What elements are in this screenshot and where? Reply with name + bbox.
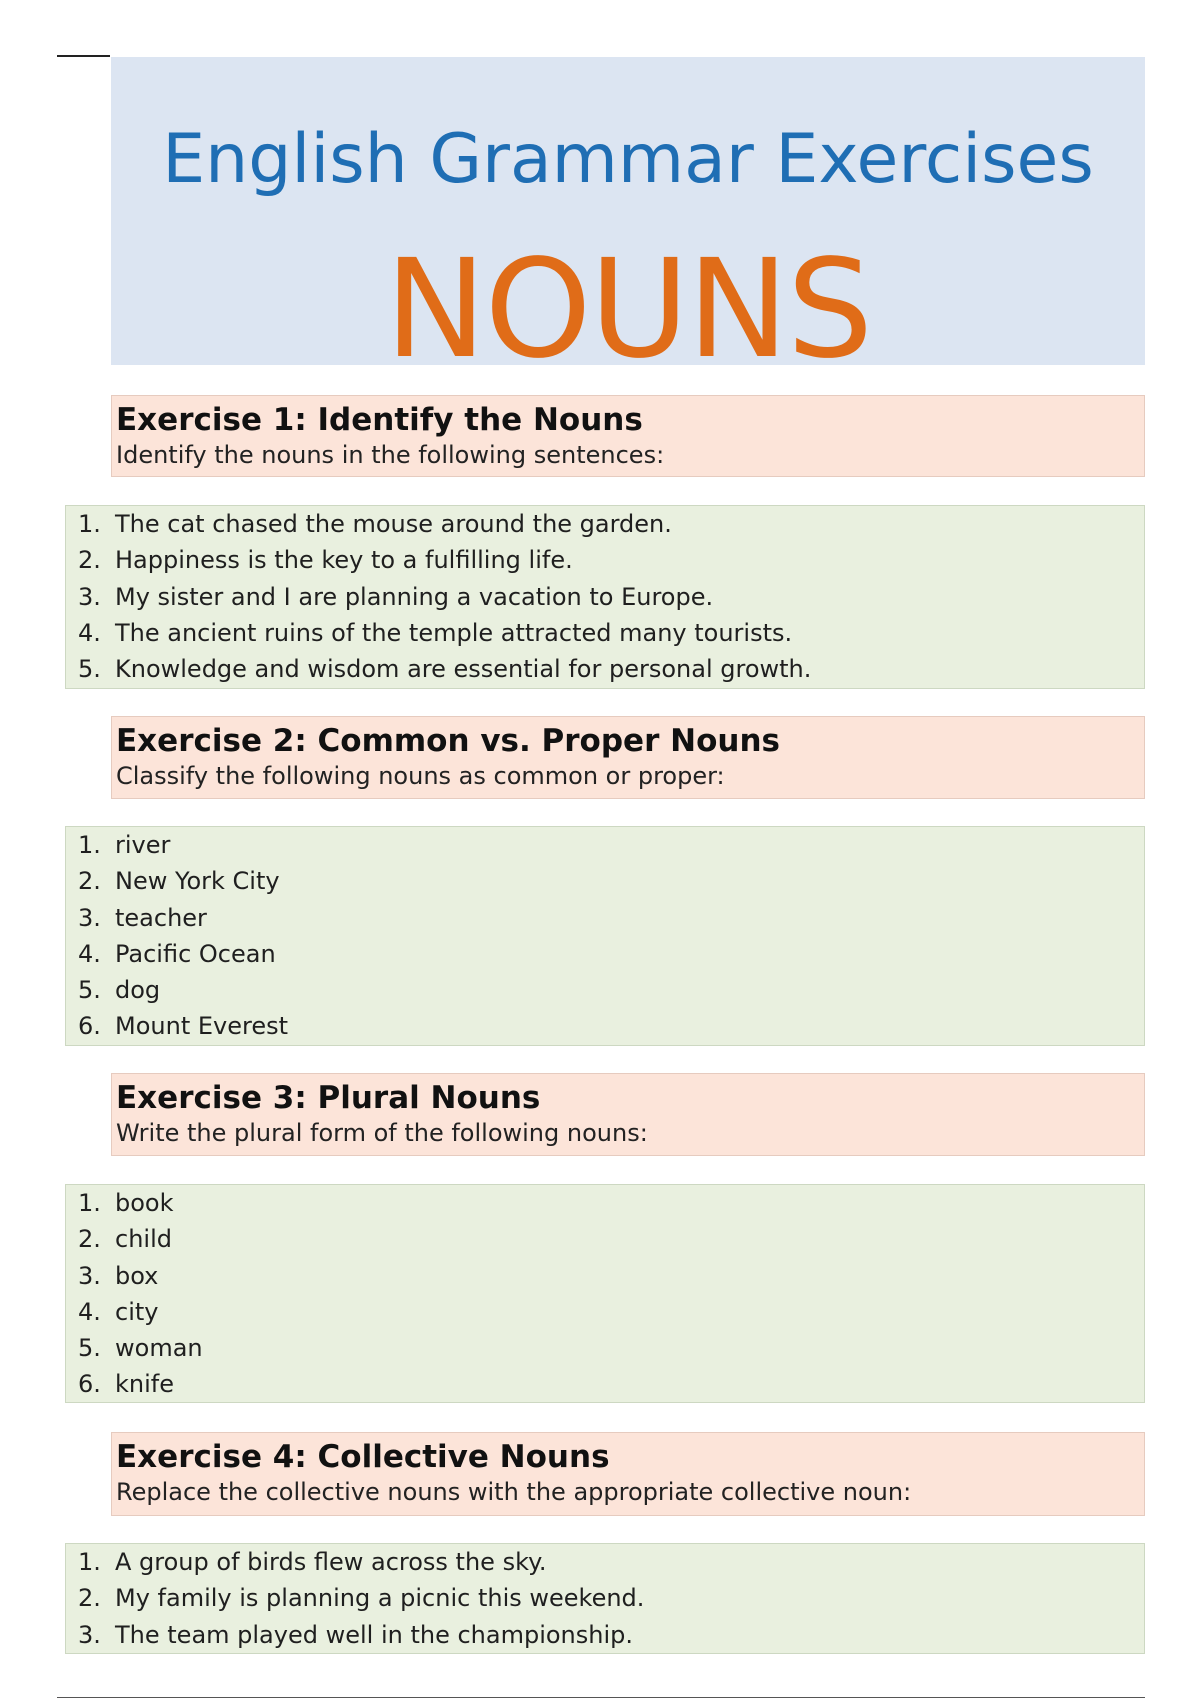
item-number: 5. bbox=[78, 655, 101, 684]
item-number: 4. bbox=[78, 939, 101, 968]
list-item bbox=[66, 1330, 1144, 1366]
item-number: 4. bbox=[78, 1297, 101, 1326]
item-number: 2. bbox=[78, 1584, 101, 1613]
item-text: My family is planning a picnic this weekend. bbox=[115, 1584, 645, 1613]
exercise-title: Exercise 1: Identify the Nouns bbox=[116, 402, 643, 438]
exercise-instruction: Classify the following nouns as common or proper: bbox=[116, 762, 725, 790]
exercise-3-list bbox=[65, 1184, 1145, 1403]
exercise-2-header bbox=[111, 716, 1145, 799]
list-item bbox=[66, 1258, 1144, 1294]
list-item bbox=[66, 972, 1144, 1008]
item-text: child bbox=[115, 1225, 172, 1254]
item-number: 1. bbox=[78, 1189, 101, 1217]
exercise-1-list bbox=[65, 505, 1145, 689]
item-number: 3. bbox=[78, 903, 101, 932]
item-number: 5. bbox=[78, 1334, 101, 1363]
item-number: 1. bbox=[78, 510, 101, 538]
item-text: knife bbox=[115, 1370, 174, 1399]
item-text: river bbox=[115, 831, 171, 859]
exercise-title: Exercise 4: Collective Nouns bbox=[116, 1439, 610, 1475]
list-item bbox=[66, 936, 1144, 972]
list-item bbox=[66, 1221, 1144, 1257]
exercise-2-list bbox=[65, 826, 1145, 1046]
list-item bbox=[66, 1544, 1144, 1580]
exercise-instruction: Replace the collective nouns with the appropriate collective noun: bbox=[116, 1478, 912, 1506]
item-text: city bbox=[115, 1297, 159, 1326]
item-text: dog bbox=[115, 976, 161, 1005]
item-number: 3. bbox=[78, 1261, 101, 1290]
item-number: 2. bbox=[78, 546, 101, 575]
list-item bbox=[66, 1185, 1144, 1221]
list-item bbox=[66, 579, 1144, 615]
item-text: Mount Everest bbox=[115, 1012, 289, 1041]
list-item bbox=[66, 827, 1144, 863]
item-text: Pacific Ocean bbox=[115, 939, 276, 968]
exercise-1-header bbox=[111, 395, 1145, 477]
list-item bbox=[66, 1617, 1144, 1653]
item-text: Happiness is the key to a fulfilling life. bbox=[115, 546, 573, 575]
exercise-3-header bbox=[111, 1073, 1145, 1156]
item-number: 3. bbox=[78, 1620, 101, 1649]
list-item bbox=[66, 542, 1144, 578]
item-text: woman bbox=[115, 1334, 203, 1363]
item-number: 5. bbox=[78, 976, 101, 1005]
list-item bbox=[66, 863, 1144, 899]
list-item bbox=[66, 900, 1144, 936]
list-item bbox=[66, 1366, 1144, 1402]
item-text: New York City bbox=[115, 867, 280, 896]
item-text: book bbox=[115, 1189, 174, 1217]
item-number: 6. bbox=[78, 1370, 101, 1399]
item-number: 1. bbox=[78, 1548, 101, 1576]
item-text: Knowledge and wisdom are essential for personal growth. bbox=[115, 655, 812, 684]
item-number: 4. bbox=[78, 618, 101, 647]
item-text: box bbox=[115, 1261, 159, 1290]
list-item bbox=[66, 1294, 1144, 1330]
list-item bbox=[66, 1008, 1144, 1044]
top-rule bbox=[57, 55, 110, 57]
list-item bbox=[66, 615, 1144, 651]
list-item bbox=[66, 651, 1144, 687]
exercise-title: Exercise 2: Common vs. Proper Nouns bbox=[116, 723, 780, 759]
item-number: 1. bbox=[78, 831, 101, 859]
item-number: 6. bbox=[78, 1012, 101, 1041]
exercise-title: Exercise 3: Plural Nouns bbox=[116, 1080, 541, 1116]
document-title: English Grammar Exercises bbox=[162, 120, 1094, 199]
document-subtitle: NOUNS bbox=[384, 231, 872, 389]
list-item bbox=[66, 506, 1144, 542]
item-text: teacher bbox=[115, 903, 207, 932]
item-text: The cat chased the mouse around the garden. bbox=[115, 510, 672, 538]
item-text: A group of birds flew across the sky. bbox=[115, 1548, 547, 1576]
exercise-instruction: Identify the nouns in the following sentences: bbox=[116, 441, 665, 469]
item-number: 2. bbox=[78, 1225, 101, 1254]
exercise-4-header bbox=[111, 1432, 1145, 1516]
exercise-4-list bbox=[65, 1543, 1145, 1654]
item-text: My sister and I are planning a vacation to Europe. bbox=[115, 582, 714, 611]
item-number: 2. bbox=[78, 867, 101, 896]
title-banner bbox=[111, 57, 1145, 389]
exercise-instruction: Write the plural form of the following nouns: bbox=[116, 1119, 648, 1147]
item-number: 3. bbox=[78, 582, 101, 611]
item-text: The team played well in the championship. bbox=[115, 1620, 634, 1649]
list-item bbox=[66, 1580, 1144, 1616]
bottom-rule bbox=[57, 1697, 1145, 1698]
item-text: The ancient ruins of the temple attracted many tourists. bbox=[115, 618, 793, 647]
